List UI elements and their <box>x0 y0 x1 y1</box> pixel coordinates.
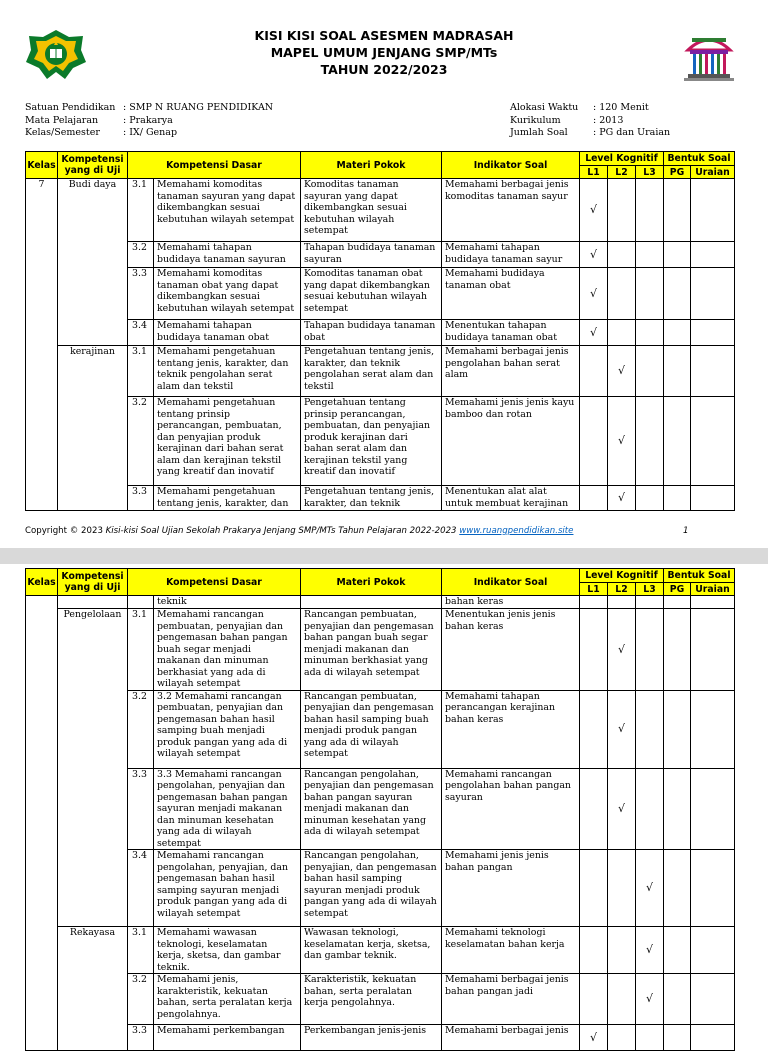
info-label: Jumlah Soal <box>510 127 568 138</box>
table-row <box>26 320 735 346</box>
materi-text: Komoditas tanaman sayuran yang dapat dikembangkan sesuai kebutuhan wilayah setempat <box>301 179 442 242</box>
header-l2: L2 <box>608 166 636 179</box>
empty-cell <box>664 927 691 974</box>
materi-text: Pengetahuan tentang jenis, karakter, dan teknik <box>301 486 442 511</box>
empty-cell <box>664 320 691 346</box>
empty-cell <box>608 596 636 609</box>
header-indikator-soal: Indikator Soal <box>442 569 580 596</box>
info-label: Kelas/Semester <box>25 127 100 138</box>
empty-cell <box>580 596 608 609</box>
table-row <box>26 346 735 397</box>
header-kompetensi: Kompetensi yang di Uji <box>58 569 128 596</box>
info-value: : 120 Menit <box>593 102 649 113</box>
materi-text: Rancangan pengolahan, penyajian dan pengemasan bahan pangan sayuran menjadi makanan dan minuman kesehatan yang ada di wilayah setempat <box>301 768 442 850</box>
empty-cell <box>608 974 636 1025</box>
empty-cell <box>691 486 735 511</box>
kd-number: 3.2 <box>128 242 154 268</box>
info-labels-left <box>25 102 115 140</box>
empty-cell <box>580 397 608 486</box>
empty-cell <box>664 974 691 1025</box>
table-row <box>26 850 735 927</box>
materi-text: Karakteristik, kekuatan bahan, serta peralatan kerja pengolahnya. <box>301 974 442 1025</box>
empty-cell <box>664 690 691 768</box>
kd-number: 3.3 <box>128 268 154 320</box>
table-row <box>26 768 735 850</box>
empty-cell <box>664 609 691 691</box>
kd-text: Memahami tahapan budidaya tanaman obat <box>154 320 301 346</box>
empty-cell <box>664 242 691 268</box>
empty-cell <box>636 486 664 511</box>
kompetensi-cell <box>58 596 128 609</box>
materi-text: Komoditas tanaman obat yang dapat dikembangkan sesuai kebutuhan wilayah setempat <box>301 268 442 320</box>
empty-cell <box>691 850 735 927</box>
header-pg: PG <box>664 166 691 179</box>
kompetensi-cell: Pengelolaan <box>58 609 128 927</box>
kd-number: 3.2 <box>128 397 154 486</box>
kd-number: 3.3 <box>128 1025 154 1051</box>
empty-cell <box>636 609 664 691</box>
kd-number: 3.4 <box>128 320 154 346</box>
empty-cell <box>580 609 608 691</box>
check-l1: √ <box>580 1025 608 1051</box>
empty-cell <box>636 346 664 397</box>
empty-cell <box>691 397 735 486</box>
empty-cell <box>608 268 636 320</box>
empty-cell <box>608 1025 636 1051</box>
materi-text: Tahapan budidaya tanaman sayuran <box>301 242 442 268</box>
empty-cell <box>691 974 735 1025</box>
header-l2: L2 <box>608 583 636 596</box>
kd-number: 3.2 <box>128 974 154 1025</box>
empty-cell <box>636 1025 664 1051</box>
header-kompetensi: Kompetensi yang di Uji <box>58 152 128 179</box>
info-label: Kurikulum <box>510 114 561 126</box>
indikator-text: Memahami rancangan pengolahan bahan pangan sayuran <box>442 768 580 850</box>
indikator-text: Memahami teknologi keselamatan bahan kerja <box>442 927 580 974</box>
kd-text: Memahami komoditas tanaman sayuran yang dapat dikembangkan sesuai kebutuhan wilayah setempat <box>154 179 301 242</box>
empty-cell <box>580 927 608 974</box>
materi-text: Perkembangan jenis-jenis <box>301 1025 442 1051</box>
empty-cell <box>580 486 608 511</box>
indikator-text: bahan keras <box>442 596 580 609</box>
empty-cell <box>608 242 636 268</box>
info-value: : PG dan Uraian <box>593 127 671 138</box>
kd-number: 3.2 <box>128 690 154 768</box>
header-uraian: Uraian <box>691 583 735 596</box>
kd-text: 3.3 Memahami rancangan pengolahan, penyajian dan pengemasan bahan pangan sayuran menjadi makanan dan minuman kesehatan yang ada di wilayah setempat <box>154 768 301 850</box>
header-kompetensi-dasar: Kompetensi Dasar <box>128 569 301 596</box>
check-l2: √ <box>608 768 636 850</box>
kd-text: Memahami jenis, karakteristik, kekuatan bahan, serta peralatan kerja pengolahnya. <box>154 974 301 1025</box>
info-value: : SMP N RUANG PENDIDIKAN <box>123 102 274 113</box>
check-l1: √ <box>580 179 608 242</box>
page-separator <box>0 548 768 564</box>
materi-text <box>301 596 442 609</box>
empty-cell <box>691 320 735 346</box>
kd-text: Memahami rancangan pembuatan, penyajian dan pengemasan bahan pangan buah segar menjadi makanan dan minuman berkhasiat yang ada di wilayah setempat <box>154 609 301 691</box>
kd-text: Memahami pengetahuan tentang jenis, karakter, dan <box>154 486 301 511</box>
kd-text: Memahami rancangan pengolahan, penyajian, dan pengemasan bahan hasil samping sayuran menjadi produk pangan yang ada di wilayah setempat <box>154 850 301 927</box>
empty-cell <box>580 346 608 397</box>
empty-cell <box>691 690 735 768</box>
empty-cell <box>608 927 636 974</box>
header-kelas: Kelas <box>26 152 58 179</box>
indikator-text: Memahami jenis jenis bahan pangan <box>442 850 580 927</box>
table-row <box>26 927 735 974</box>
header-kelas: Kelas <box>26 569 58 596</box>
empty-cell <box>664 768 691 850</box>
empty-cell <box>636 320 664 346</box>
kompetensi-cell: Budi daya <box>58 179 128 346</box>
indikator-text: Memahami tahapan budidaya tanaman sayur <box>442 242 580 268</box>
kompetensi-cell: kerajinan <box>58 346 128 511</box>
indikator-text: Memahami tahapan perancangan kerajinan bahan keras <box>442 690 580 768</box>
kd-number: 3.4 <box>128 850 154 927</box>
kd-text: teknik <box>154 596 301 609</box>
empty-cell <box>636 268 664 320</box>
empty-cell <box>691 242 735 268</box>
empty-cell <box>580 974 608 1025</box>
info-values-right <box>593 102 670 140</box>
header-pg: PG <box>664 583 691 596</box>
table-row <box>26 596 735 609</box>
check-l3: √ <box>636 974 664 1025</box>
empty-cell <box>580 850 608 927</box>
empty-cell <box>608 179 636 242</box>
header-bentuk-soal: Bentuk Soal <box>664 152 735 166</box>
materi-text: Rancangan pembuatan, penyajian dan pengemasan bahan pangan buah segar menjadi makanan dan minuman berkhasiat yang ada di wilayah setempat <box>301 609 442 691</box>
empty-cell <box>580 768 608 850</box>
table-row <box>26 397 735 486</box>
page-footer <box>25 526 573 536</box>
empty-cell <box>664 1025 691 1051</box>
check-l1: √ <box>580 268 608 320</box>
check-l2: √ <box>608 486 636 511</box>
empty-cell <box>691 927 735 974</box>
kd-text: Memahami perkembangan <box>154 1025 301 1051</box>
header-bentuk-soal: Bentuk Soal <box>664 569 735 583</box>
document-year: TAHUN 2022/2023 <box>320 62 448 77</box>
info-values-left <box>123 102 273 140</box>
table-row <box>26 242 735 268</box>
kd-text: Memahami pengetahuan tentang jenis, karakter, dan teknik pengolahan serat alam dan tekstil <box>154 346 301 397</box>
info-label: Alokasi Waktu <box>510 102 579 113</box>
materi-text: Tahapan budidaya tanaman obat <box>301 320 442 346</box>
document-page-2 <box>0 564 768 1044</box>
table-row <box>26 179 735 242</box>
materi-text: Pengetahuan tentang prinsip perancangan, pembuatan, dan penyajian produk kerajinan dari bahan serat alam dan kerajinan tekstil yang kreatif dan inovatif <box>301 397 442 486</box>
kd-text: Memahami wawasan teknologi, keselamatan kerja, sketsa, dan gambar teknik. <box>154 927 301 974</box>
kd-text: Memahami tahapan budidaya tanaman sayuran <box>154 242 301 268</box>
indikator-text: Menentukan tahapan budidaya tanaman obat <box>442 320 580 346</box>
kompetensi-cell: Rekayasa <box>58 927 128 1051</box>
empty-cell <box>636 596 664 609</box>
kd-text: Memahami pengetahuan tentang prinsip perancangan, pembuatan, dan penyajian produk kerajinan dari bahan serat alam dan kerajinan tekstil yang kreatif dan inovatif <box>154 397 301 486</box>
empty-cell <box>691 346 735 397</box>
info-labels-right <box>510 102 578 140</box>
indikator-text: Memahami berbagai jenis komoditas tanaman sayur <box>442 179 580 242</box>
check-l1: √ <box>580 242 608 268</box>
check-l1: √ <box>580 320 608 346</box>
kelas-cell: 7 <box>26 179 58 511</box>
kd-number: 3.3 <box>128 486 154 511</box>
indikator-text: Memahami jenis jenis kayu bamboo dan rotan <box>442 397 580 486</box>
document-subtitle: MAPEL UMUM JENJANG SMP/MTs <box>270 45 498 60</box>
info-value: : 2013 <box>593 114 624 126</box>
info-value: : Prakarya <box>123 114 173 126</box>
table-row <box>26 974 735 1025</box>
materi-text: Pengetahuan tentang jenis, karakter, dan teknik pengolahan serat alam dan tekstil <box>301 346 442 397</box>
check-l2: √ <box>608 397 636 486</box>
empty-cell <box>636 179 664 242</box>
header-uraian: Uraian <box>691 166 735 179</box>
materi-text: Wawasan teknologi, keselamatan kerja, sketsa, dan gambar teknik. <box>301 927 442 974</box>
table-row <box>26 268 735 320</box>
kelas-cell <box>26 596 58 1051</box>
footer-copyright: Copyright © 2023 <box>25 526 106 536</box>
empty-cell <box>636 242 664 268</box>
empty-cell <box>580 690 608 768</box>
empty-cell <box>664 346 691 397</box>
empty-cell <box>664 850 691 927</box>
materi-text: Rancangan pengolahan, penyajian, dan pengemasan bahan hasil samping sayuran menjadi produk pangan yang ada di wilayah setempat <box>301 850 442 927</box>
kd-number: 3.1 <box>128 927 154 974</box>
header-indikator-soal: Indikator Soal <box>442 152 580 179</box>
empty-cell <box>691 768 735 850</box>
indikator-text: Menentukan jenis jenis bahan keras <box>442 609 580 691</box>
header-l1: L1 <box>580 583 608 596</box>
indikator-text: Memahami berbagai jenis <box>442 1025 580 1051</box>
check-l2: √ <box>608 690 636 768</box>
indikator-text: Menentukan alat alat untuk membuat kerajinan <box>442 486 580 511</box>
check-l2: √ <box>608 609 636 691</box>
table-row <box>26 1025 735 1051</box>
empty-cell <box>664 179 691 242</box>
header-l3: L3 <box>636 583 664 596</box>
kd-number <box>128 596 154 609</box>
kd-text: 3.2 Memahami rancangan pembuatan, penyajian dan pengemasan bahan hasil samping buah menjadi produk pangan yang ada di wilayah setempat <box>154 690 301 768</box>
info-label: Satuan Pendidikan <box>25 102 116 113</box>
empty-cell <box>608 850 636 927</box>
indikator-text: Memahami budidaya tanaman obat <box>442 268 580 320</box>
empty-cell <box>664 596 691 609</box>
header-level-kognitif: Level Kognitif <box>580 152 664 166</box>
footer-link[interactable]: www.ruangpendidikan.site <box>459 526 574 536</box>
header-materi-pokok: Materi Pokok <box>301 152 442 179</box>
table-row <box>26 609 735 691</box>
header-materi-pokok: Materi Pokok <box>301 569 442 596</box>
check-l3: √ <box>636 927 664 974</box>
empty-cell <box>691 268 735 320</box>
empty-cell <box>636 397 664 486</box>
footer-text: Kisi-kisi Soal Ujian Sekolah Prakarya Jenjang SMP/MTs Tahun Pelajaran 2022-2023 <box>105 526 460 536</box>
document-title: KISI KISI SOAL ASESMEN MADRASAH <box>254 28 514 43</box>
info-value: : IX/ Genap <box>123 127 178 138</box>
table-row <box>26 486 735 511</box>
header-l3: L3 <box>636 166 664 179</box>
kisi-kisi-table <box>25 151 735 511</box>
kd-number: 3.1 <box>128 609 154 691</box>
header-l1: L1 <box>580 166 608 179</box>
header-level-kognitif: Level Kognitif <box>580 569 664 583</box>
indikator-text: Memahami berbagai jenis pengolahan bahan serat alam <box>442 346 580 397</box>
check-l2: √ <box>608 346 636 397</box>
empty-cell <box>664 397 691 486</box>
empty-cell <box>664 268 691 320</box>
header-kompetensi-dasar: Kompetensi Dasar <box>128 152 301 179</box>
table-row <box>26 690 735 768</box>
empty-cell <box>608 320 636 346</box>
kd-text: Memahami komoditas tanaman obat yang dapat dikembangkan sesuai kebutuhan wilayah setempat <box>154 268 301 320</box>
empty-cell <box>691 596 735 609</box>
indikator-text: Memahami berbagai jenis bahan pangan jadi <box>442 974 580 1025</box>
materi-text: Rancangan pembuatan, penyajian dan pengemasan bahan hasil samping buah menjadi produk pangan yang ada di wilayah setempat <box>301 690 442 768</box>
check-l3: √ <box>636 850 664 927</box>
kd-number: 3.1 <box>128 346 154 397</box>
info-label: Mata Pelajaran <box>25 114 99 126</box>
kd-number: 3.1 <box>128 179 154 242</box>
empty-cell <box>691 1025 735 1051</box>
empty-cell <box>691 609 735 691</box>
kisi-kisi-table-continued <box>25 568 735 1051</box>
empty-cell <box>636 768 664 850</box>
kd-number: 3.3 <box>128 768 154 850</box>
page-number: 1 <box>683 526 689 536</box>
empty-cell <box>691 179 735 242</box>
empty-cell <box>664 486 691 511</box>
empty-cell <box>636 690 664 768</box>
